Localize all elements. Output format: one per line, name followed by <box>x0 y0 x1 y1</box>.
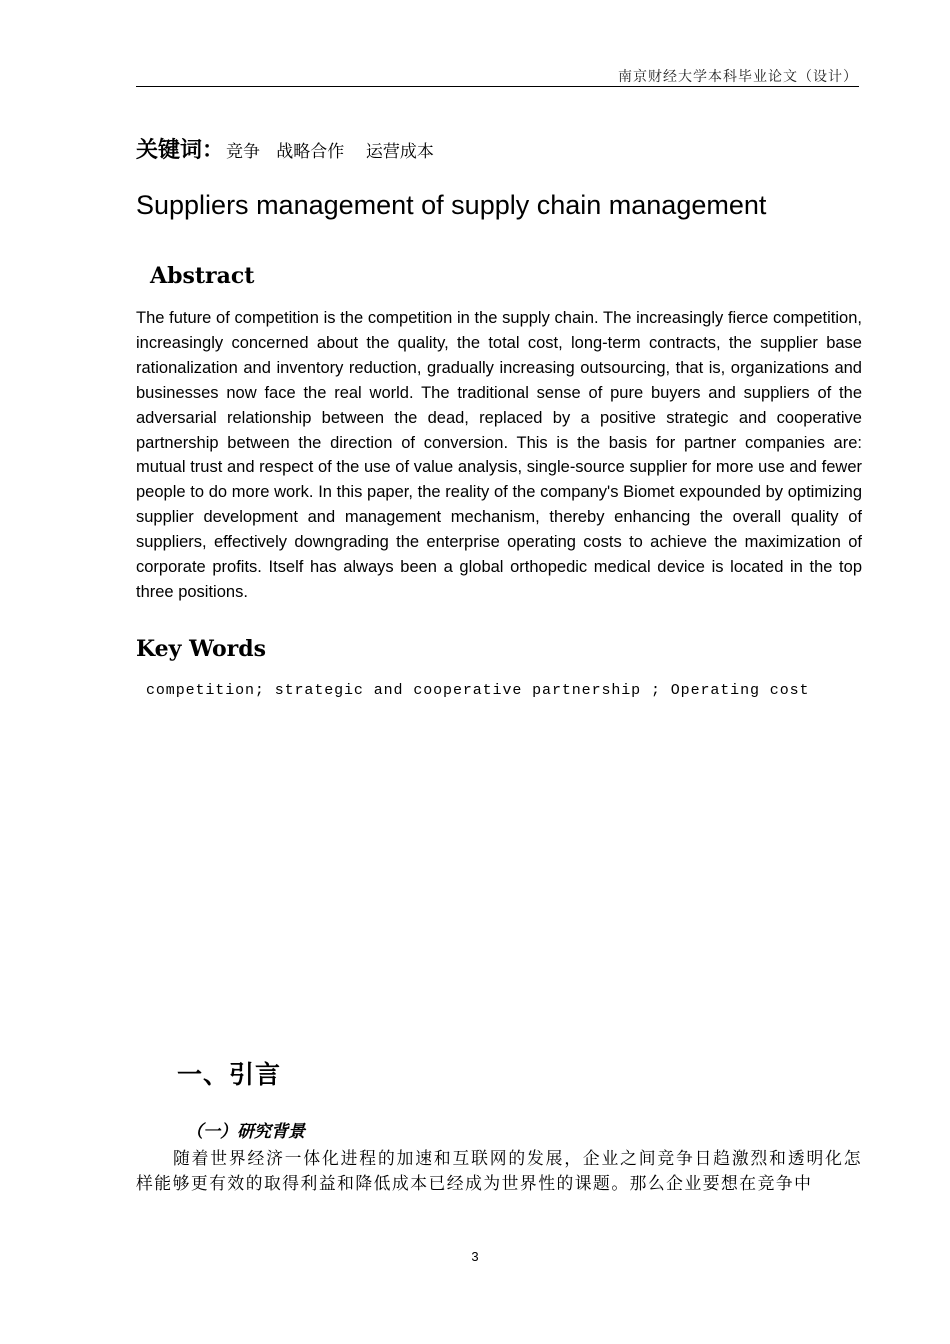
chinese-keywords-label: 关键词： <box>136 138 225 163</box>
page-number: 3 <box>471 1249 479 1264</box>
subsection-heading: （一）研究背景 <box>186 1122 305 1142</box>
chinese-keywords-terms: 竞争 战略合作 运营成本 <box>226 142 434 162</box>
chinese-keywords <box>136 133 434 164</box>
header-rule <box>136 86 859 87</box>
abstract-body: The future of competition is the competition in the supply chain. The increasingly fierce competition, increasingly concerned about the quality, the total cost, long-term contracts, the supplier base rationalization and inventory reduction, gradually increasing outsourcing, that is, organizations and businesses now face the real world. The traditional sense of pure buyers and suppliers of the adversarial relationship between the dead, replaced by a positive strategic and cooperative partnership between the direction of conversion. This is the basis for partner companies are: mutual trust and respect of the use of value analysis, single-source supplier for more use and fewer people to do more work. In this paper, the reality of the company's Biomet expounded by optimizing supplier development and management mechanism, thereby enhancing the overall quality of suppliers, effectively downgrading the enterprise operating costs to achieve the maximization of corporate profits. Itself has always been a global orthopedic medical device is located in the top three positions. <box>136 309 862 601</box>
running-header: 南京财经大学本科毕业论文（设计） <box>618 69 858 85</box>
english-title: Suppliers management of supply chain management <box>136 190 767 220</box>
abstract-heading: Abstract <box>150 263 255 289</box>
section-heading: 一、引言 <box>177 1060 282 1089</box>
key-words-heading: Key Words <box>136 636 267 662</box>
key-words-body: competition; strategic and cooperative partnership ; Operating cost <box>146 682 810 699</box>
section-body-paragraph: 随着世界经济一体化进程的加速和互联网的发展，企业之间竞争日趋激烈和透明化怎样能够更有效的取得利益和降低成本已经成为世界性的课题。那么企业要想在竞争中 <box>136 1148 862 1193</box>
